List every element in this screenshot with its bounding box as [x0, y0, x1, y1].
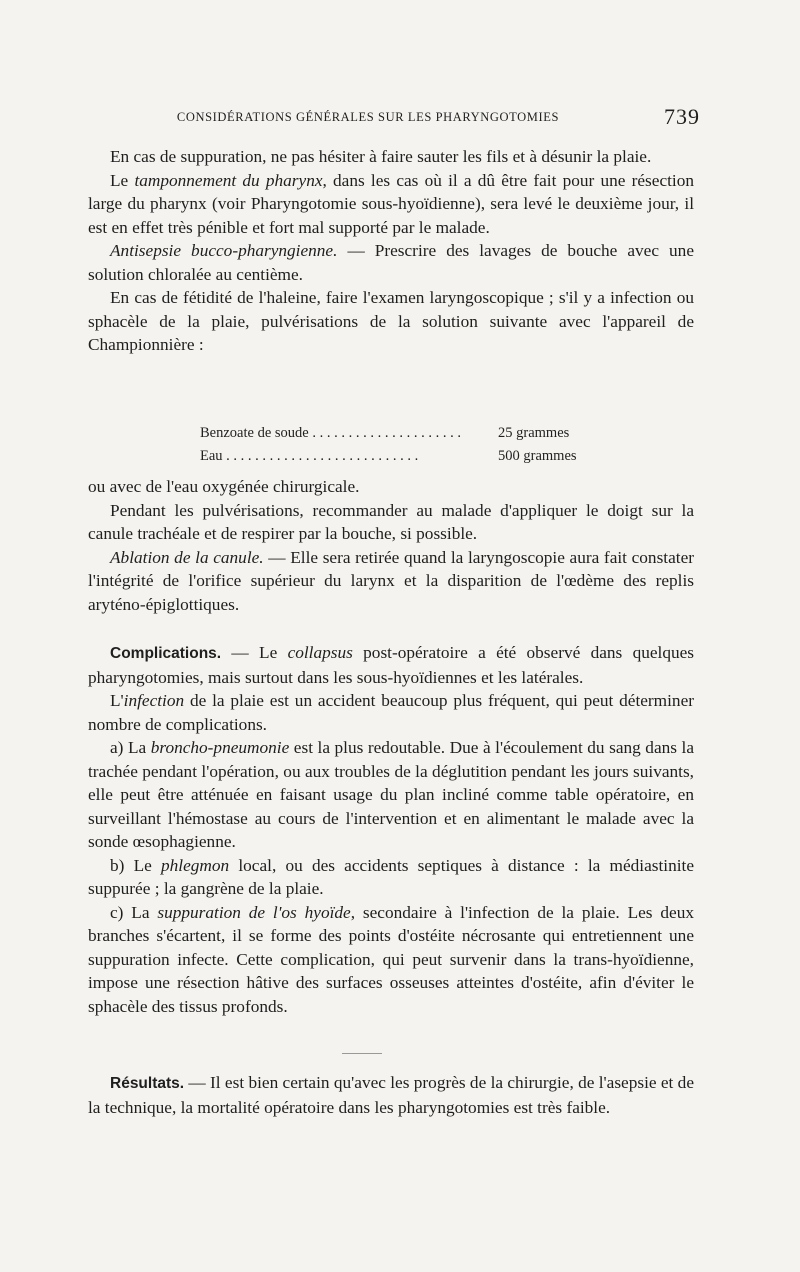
paragraph-eau-oxygenee: ou avec de l'eau oxygénée chirurgicale. [88, 477, 360, 496]
paragraph-suppuration: En cas de suppuration, ne pas hésiter à faire sauter les fils et à désunir la plaie. [110, 147, 652, 166]
paragraph-fetidite: En cas de fétidité de l'haleine, faire l'examen laryngoscopique ; s'il y a infection ou sphacèle de la plaie, pulvérisations de la solution suivante avec l'appareil de Championnière : [88, 288, 694, 354]
paragraph-tamponnement: Le tamponnement du pharynx, dans les cas où il a dû être fait pour une résection large du pharynx (voir Pharyngotomie sous-hyoïdienne), sera levé le deuxième jour, il est en effet très pénible et fort mal supporté par le malade. [88, 170, 695, 237]
section-heading-resultats: Résultats. [110, 1075, 185, 1092]
page-number: 739 [664, 104, 700, 129]
paragraph-broncho-pneumonie: a) La broncho-pneumonie est la plus redoutable. Due à l'écoulement du sang dans la trachée pendant l'opération, ou aux troubles de la déglutition pendant les jours suivants, elle peut être atténuée en faisant usage du plan incliné comme table opératoire, en surveillant l'hémostase au cours de l'intervention et en alimentant le malade avec la sonde œsophagienne. [88, 738, 694, 851]
running-title: CONSIDÉRATIONS GÉNÉRALES SUR LES PHARYNGOTOMIES [176, 110, 560, 124]
formula-qty: 500 grammes [498, 448, 577, 464]
paragraph-resultats: Résultats. — Il est bien certain qu'avec les progrès de la chirurgie, de l'asepsie et de la technique, la mortalité opératoire dans les pharyngotomies est très faible. [88, 1073, 694, 1117]
formula-table [200, 422, 600, 468]
paragraph-suppuration-hyoide: c) La suppuration de l'os hyoïde, secondaire à l'infection de la plaie. Les deux branches s'écartent, il se forme des points d'ostéite nécrosante qui entretiennent une suppuration infecte. Cette complication, qui peut survenir dans la trans-hyoïdienne, impose une résection hâtive des surfaces osseuses atteintes d'ostéite, afin d'éviter le sphacèle des tissus profonds. [88, 902, 694, 1016]
formula-name: Eau [200, 448, 223, 464]
text-block-resultats [88, 1071, 694, 1119]
text-block-middle [88, 475, 694, 616]
page-header [108, 104, 700, 134]
paragraph-ablation: Ablation de la canule. — Elle sera retirée quand la laryngoscopie aura fait constater l'intégrité de l'orifice supérieur du larynx et la disparition de l'œdème des replis aryténo-épiglottiques. [88, 547, 694, 614]
formula-row: Eau . . . . . . . . . . . . . . . . . . . . . . . . . . . 500 grammes [200, 445, 600, 468]
paragraph-antisepsie: Antisepsie bucco-pharyngienne. — Prescrire des lavages de bouche avec une solution chloralée au centième. [88, 241, 694, 284]
section-heading-complications: Complications. [110, 645, 222, 662]
text-block-complications [88, 641, 694, 1018]
formula-name: Benzoate de soude [200, 425, 309, 441]
text-block-top [88, 145, 694, 357]
paragraph-infection: L'infection de la plaie est un accident beaucoup plus fréquent, qui peut déterminer nombre de complications. [88, 691, 694, 734]
formula-qty: 25 grammes [498, 425, 570, 441]
formula-row: Benzoate de soude . . . . . . . . . . . . . . . . . . . . . 25 grammes [200, 422, 600, 445]
paragraph-phlegmon: b) Le phlegmon local, ou des accidents septiques à distance : la médiastinite suppurée ; la gangrène de la plaie. [88, 855, 694, 898]
section-separator [342, 1053, 382, 1054]
paragraph-complications: Complications. — Le collapsus post-opératoire a été observé dans quelques pharyngotomies, mais surtout dans les sous-hyoïdiennes et les latérales. [88, 643, 694, 687]
paragraph-pulverisations: Pendant les pulvérisations, recommander au malade d'appliquer le doigt sur la canule trachéale et de respirer par la bouche, si possible. [88, 500, 694, 543]
